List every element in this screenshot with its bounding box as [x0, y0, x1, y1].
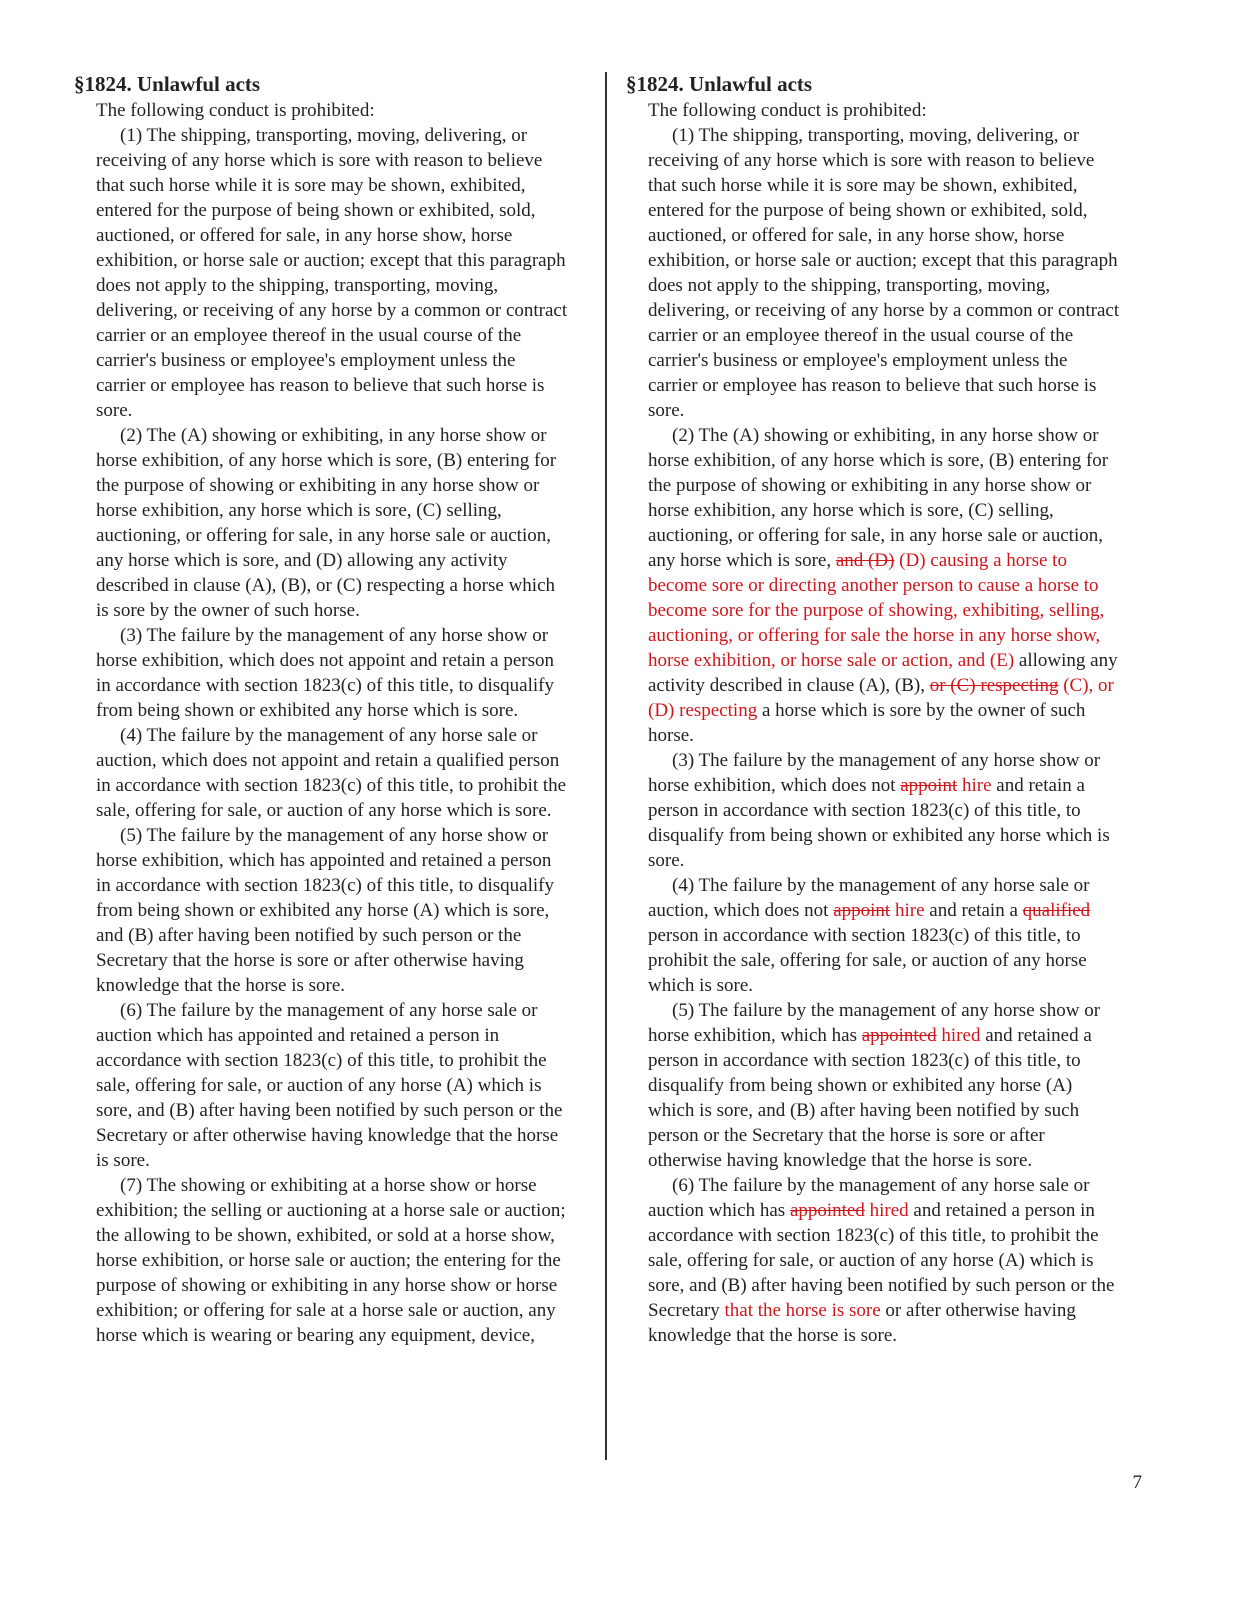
deleted-text: appoint: [833, 900, 891, 921]
section-body: [626, 98, 1120, 1348]
inserted-text: (C), or (D) respecting: [648, 675, 1114, 721]
text-run: and retain a: [924, 900, 1023, 921]
deleted-text: appoint: [900, 775, 958, 796]
deleted-text: appointed: [789, 1200, 865, 1221]
text-run: and retained a person in accordance with section 1823(c) of this title, to disqualify from being shown or exhibited any horse (A) which is sore, and (B) after having been notified by such person or the Secretary that the horse is sore or after otherwise having knowledge that the horse is sore.: [648, 1025, 1092, 1171]
text-run: (3) The failure by the management of any horse show or horse exhibition, which does not: [648, 750, 1101, 796]
paragraph-6: [648, 1173, 1120, 1348]
paragraph-3: [648, 748, 1120, 873]
deleted-text: and (D): [835, 550, 895, 571]
section-heading: §1824. Unlawful acts: [74, 72, 261, 96]
paragraph-4: (4) The failure by the management of any horse sale or auction, which does not appoint and retain a qualified person in accordance with section 1823(c) of this title, to prohibit the sale, offering for sale, or auction of any horse which is sore.: [96, 725, 567, 821]
inserted-text: that the horse is sore: [719, 1300, 881, 1321]
paragraph-2: (2) The (A) showing or exhibiting, in any horse show or horse exhibition, of any horse which is sore, (B) entering for the purpose of showing or exhibiting in any horse show or horse exhibition, any horse which is sore, (C) selling, auctioning, or offering for sale, in any horse sale or auction, any horse which is sore, and (D) allowing any activity described in clause (A), (B), or (C) respecting a horse which is sore by the owner of such horse.: [96, 425, 557, 621]
inserted-text: hired: [864, 1200, 909, 1221]
section-heading: §1824. Unlawful acts: [626, 72, 813, 96]
text-run: a horse which is sore by the owner of such horse.: [648, 700, 1086, 746]
intro-text: The following conduct is prohibited:: [648, 100, 927, 121]
text-run: (5) The failure by the management of any horse show or horse exhibition, which has: [648, 1000, 1101, 1046]
page-number: 7: [1132, 1472, 1142, 1493]
text-run: and retain a person in accordance with section 1823(c) of this title, to disqualify from being shown or exhibited any horse which is sore.: [648, 775, 1110, 871]
paragraph-1: (1) The shipping, transporting, moving, delivering, or receiving of any horse which is sore with reason to believe that such horse while it is sore may be shown, exhibited, entered for the purpose of being shown or exhibited, sold, auctioned, or offered for sale, in any horse show, horse exhibition, or horse sale or auction; except that this paragraph does not apply to the shipping, transporting, moving, delivering, or receiving of any horse by a common or contract carrier or an employee thereof in the usual course of the carrier's business or employee's employment unless the carrier or employee has reason to believe that such horse is sore.: [96, 125, 568, 421]
paragraph-1: (1) The shipping, transporting, moving, delivering, or receiving of any horse which is sore with reason to believe that such horse while it is sore may be shown, exhibited, entered for the purpose of being shown or exhibited, sold, auctioned, or offered for sale, in any horse show, horse exhibition, or horse sale or auction; except that this paragraph does not apply to the shipping, transporting, moving, delivering, or receiving of any horse by a common or contract carrier or an employee thereof in the usual course of the carrier's business or employee's employment unless the carrier or employee has reason to believe that such horse is sore.: [648, 125, 1120, 421]
deleted-text: appointed: [861, 1025, 937, 1046]
paragraph-4: [648, 873, 1120, 998]
paragraph-5: [648, 998, 1120, 1173]
deleted-text: qualified: [1022, 900, 1091, 921]
paragraph-6: (6) The failure by the management of any horse sale or auction which has appointed and retained a person in accordance with section 1823(c) of this title, to prohibit the sale, offering for sale, or auction of any horse (A) which is sore, and (B) after having been notified by such person or the Secretary or after otherwise having knowledge that the horse is sore.: [96, 1000, 563, 1171]
left-column-current-law: [74, 72, 568, 1348]
paragraph-7: (7) The showing or exhibiting at a horse show or horse exhibition; the selling or auctioning at a horse sale or auction; the allowing to be shown, exhibited, or sold at a horse show, horse exhibition, or horse sale or auction; the entering for the purpose of showing or exhibiting in any horse show or horse exhibition; or offering for sale at a horse sale or auction, any horse which is wearing or bearing any equipment, device,: [96, 1175, 566, 1346]
text-run: or after otherwise having knowledge that the horse is sore.: [648, 1300, 1076, 1346]
intro-text: The following conduct is prohibited:: [96, 100, 375, 121]
inserted-text: hire: [890, 900, 925, 921]
inserted-text: (D) causing a horse to become sore or directing another person to cause a horse to become sore for the purpose of showing, exhibiting, selling, auctioning, or offering for sale the horse in any horse show, horse exhibition, or horse sale or action, and (E): [648, 550, 1105, 671]
section-body: [74, 98, 568, 1348]
text-run: (6) The failure by the management of any horse sale or auction which has: [648, 1175, 1090, 1221]
text-run: allowing any activity described in clause (A), (B),: [648, 650, 1118, 696]
deleted-text: or (C) respecting: [929, 675, 1059, 696]
text-run: and retained a person in accordance with section 1823(c) of this title, to prohibit the sale, offering for sale, or auction of any horse (A) which is sore, and (B) after having been notified by such person or the Secretary: [648, 1200, 1115, 1321]
paragraph-2: [648, 423, 1120, 748]
right-column-proposed-amendments: [626, 72, 1120, 1348]
paragraph-5: (5) The failure by the management of any horse show or horse exhibition, which has appointed and retained a person in accordance with section 1823(c) of this title, to disqualify from being shown or exhibited any horse (A) which is sore, and (B) after having been notified by such person or the Secretary that the horse is sore or after otherwise having knowledge that the horse is sore.: [96, 825, 554, 996]
paragraph-3: (3) The failure by the management of any horse show or horse exhibition, which does not appoint and retain a person in accordance with section 1823(c) of this title, to disqualify from being shown or exhibited any horse which is sore.: [96, 625, 555, 721]
inserted-text: hire: [957, 775, 992, 796]
text-run: person in accordance with section 1823(c) of this title, to prohibit the sale, offering for sale, or auction of any horse which is sore.: [648, 925, 1087, 996]
inserted-text: hired: [936, 1025, 981, 1046]
text-run: (2) The (A) showing or exhibiting, in any horse show or horse exhibition, of any horse which is sore, (B) entering for the purpose of showing or exhibiting in any horse show or horse exhibition, any horse which is sore, (C) selling, auctioning, or offering for sale, in any horse sale or auction, any horse which is sore,: [648, 425, 1109, 571]
column-divider: [605, 72, 607, 1460]
text-run: (4) The failure by the management of any horse sale or auction, which does not: [648, 875, 1090, 921]
